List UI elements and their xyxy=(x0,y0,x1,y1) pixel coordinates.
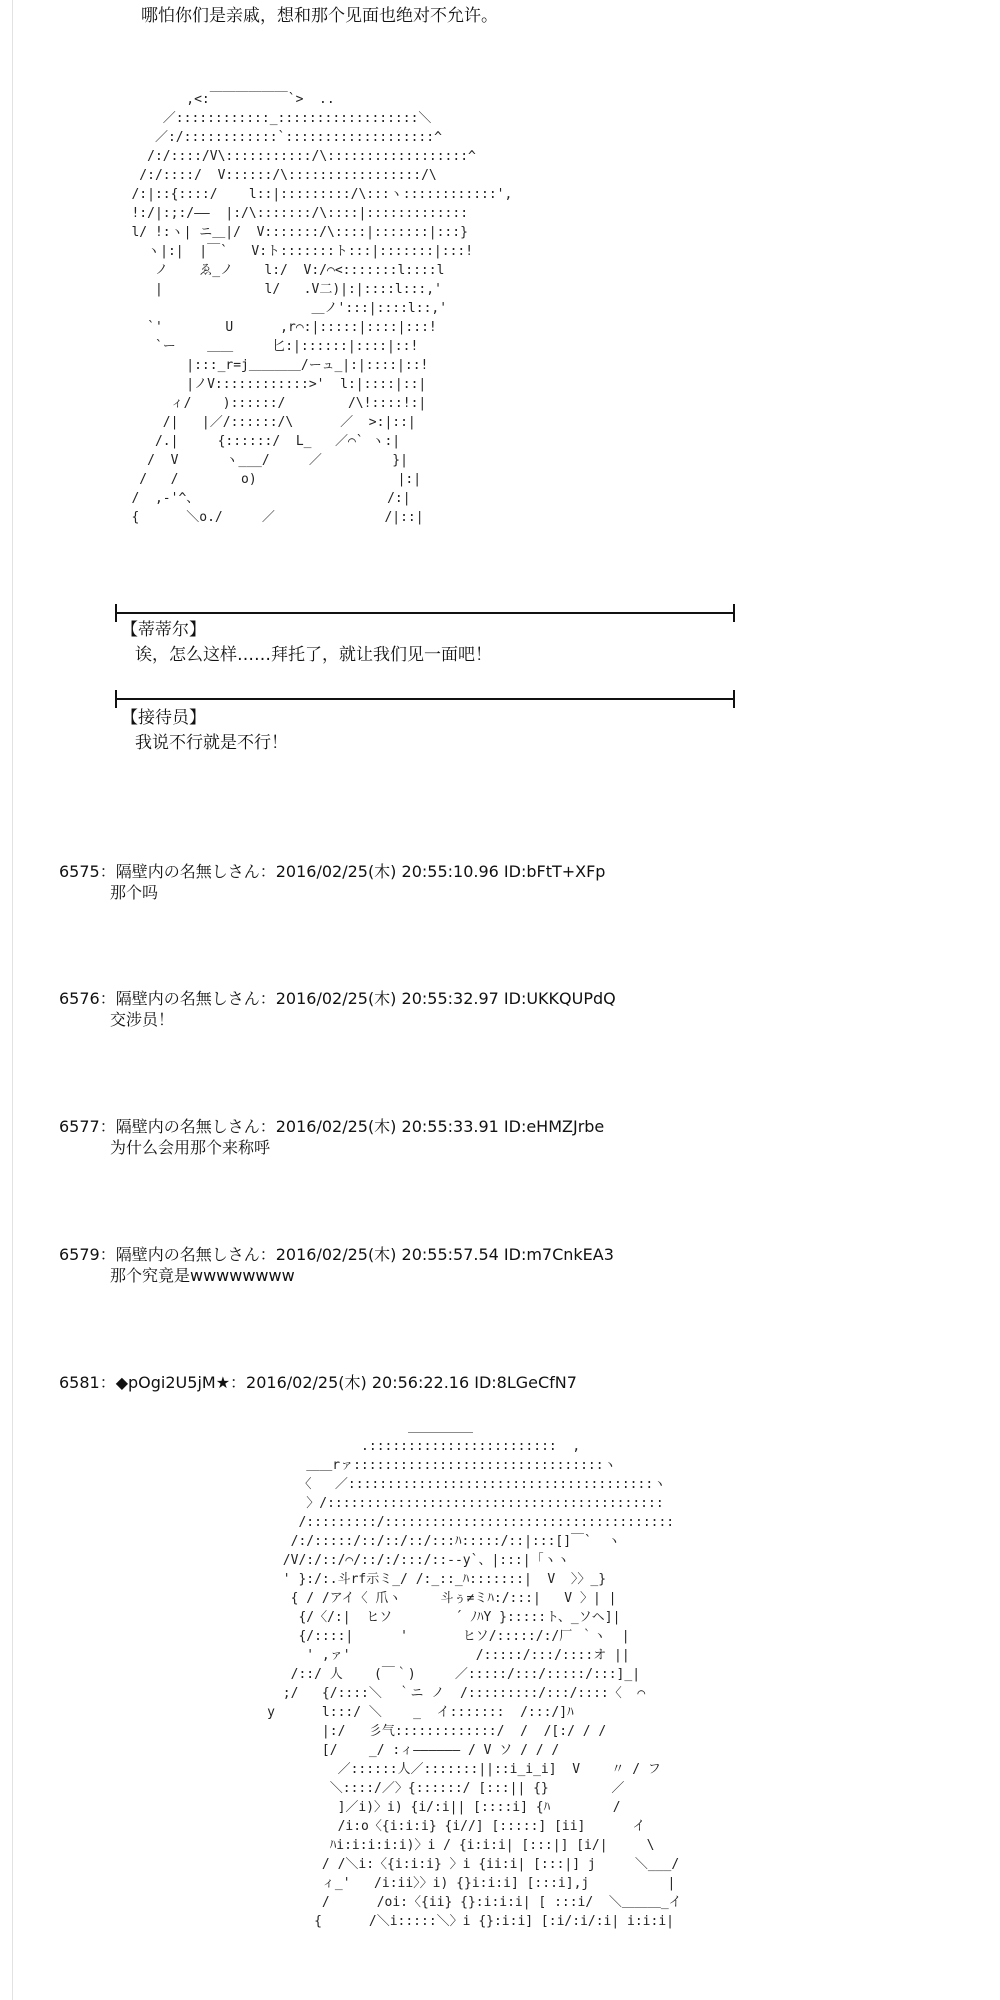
speaker-label-tiitiil: 【蒂蒂尔】 xyxy=(121,620,206,640)
divider-rule xyxy=(115,612,735,614)
post-header: 6575：隔壁内の名無しさん：2016/02/25(木) 20:55:10.96 ID:bFtT+XFp xyxy=(59,862,606,881)
post-header: 6576：隔壁内の名無しさん：2016/02/25(木) 20:55:32.97 ID:UKKQUPdQ xyxy=(59,989,616,1008)
post-header: 6579：隔壁内の名無しさん：2016/02/25(木) 20:55:57.54 ID:m7CnkEA3 xyxy=(59,1245,614,1264)
ascii-art-knight: ＿＿＿＿＿ .:::::::::::::::::::::::: , ＿＿rァ::::::::::::::::::::::::::::::::ヽ 〈 ／:::::::::::::::::::::::::::::::::::::::ヽ 〉/::::::::::::::::::::::::::::::::::::::::::: /:::::::::/::::::::::::::::::::::::::::::::::::: /:/:::::/::/::/::/:::ﾊ:::::/::|:::[]￣` ヽ /V/:/::/⌒/::/:/:::/::--y`、|:::|「ヽヽ ' }:/:.斗rf示ミ_/ /:_::_ﾊ:::::::| V 〉〉_} { / /アイ〈 爪ヽ 斗ぅ≠ミﾊ:/:::| V 〉| | {/〈/:| ヒソ ´ ﾉﾊY }:::::ト、_ソヘ]| {/::::| ' ヒソ/:::::/:/厂 ｀ヽ | ' ,ァ' /:::::/:::/::::オ || /::/ 人 (￣｀) ／:::::/:::/:::::/:::]_| ;/ {/::::＼ ｀ニ ノ /:::::::::/:::/::::〈 ⌒ y l:::/ ＼ _ イ::::::: /:::/]ﾊ |:/ 彡气:::::::::::::/ / /[:/ / / [/ _/ :ィ―――――― / V ソ / / / ／::::::人／:::::::||::i_i_i] V 〃 / フ ＼::::/／〉{::::::/ [:::|| {} ／ ]／i)〉i) {i/:i|| [::::i] {ﾊ / /i:o〈{i:i:i} {i//] [:::::] [ii] イ ﾊi:i:i:i:i)〉i / {i:i:i| [:::|] [i/| \ / /＼i:〈{i:i:i} 〉i {ii:i| [:::|] j ＼___/ ィ_' /i:ii〉〉i) {}i:i:i] [:::i],j | / /oi:〈{ii} {}:i:i:i| [ :::i/ ＼＿＿＿_イ { /＼i:::::＼〉i {}:i:i] [:i/:i/:i| i:i:i| xyxy=(267,1420,682,1929)
post-body: 为什么会用那个来称呼 xyxy=(110,1138,271,1157)
top-line: 哪怕你们是亲戚，想和那个见面也绝对不允许。 xyxy=(141,6,498,26)
dialogue-line: 我说不行就是不行！ xyxy=(135,733,288,753)
post-body: 交涉员！ xyxy=(110,1010,175,1029)
divider-rule xyxy=(115,698,735,700)
page-container xyxy=(12,0,1000,2000)
ascii-art-girl: ,<:￣￣￣￣￣￣`> .. ／::::::::::::_::::::::::::::::::＼ ／:/::::::::::::`:::::::::::::::::::^ /:/::::/V\:::::::::::/\::::::::::::::::::^ /:/::::/ V::::::/\:::::::::::::::::/\ /:|::{::::/ l::|:::::::::/\:::ヽ::::::::::::', !:/|:;:/—— |:/\:::::::/\::::|::::::::::::: l/ !:ヽ| ニ＿|/ V:::::::/\::::|:::::::|:::} ヽ|:| |￣` V:ト:::::::ト:::|:::::::|:::! ノ ゑ_ノ l:/ V:/⌒<:::::::l::::l | l/ .V二)|:|::::l:::,' ＿ノ':::|::::l::,' `' U ,r⌒:|:::::|::::|:::! `ー ＿＿ 匕:|::::::|::::|::! |:::_r=j＿＿＿＿/ーュ_|:|::::|::! |ノV::::::::::::>' l:|::::|::| ィ/ )::::::/ /\!::::!:| /| |／/::::::/\ ／ >:|::| /.| {::::::/ L_ ／⌒` ヽ:| / V ヽ___/ ／ }| / / o) |:| / ,-'^、 /:| { ＼o./ ／ /|::| xyxy=(131,92,513,525)
post-body: 那个吗 xyxy=(110,883,159,902)
post-header: 6577：隔壁内の名無しさん：2016/02/25(木) 20:55:33.91 ID:eHMZJrbe xyxy=(59,1117,605,1136)
speaker-label-receptionist: 【接待员】 xyxy=(121,708,206,728)
post-header: 6581：◆pOgi2U5jM★：2016/02/25(木) 20:56:22.16 ID:8LGeCfN7 xyxy=(59,1373,577,1392)
dialogue-line: 诶，怎么这样……拜托了，就让我们见一面吧！ xyxy=(135,645,492,665)
post-body: 那个究竟是wwwwwwww xyxy=(110,1266,295,1285)
